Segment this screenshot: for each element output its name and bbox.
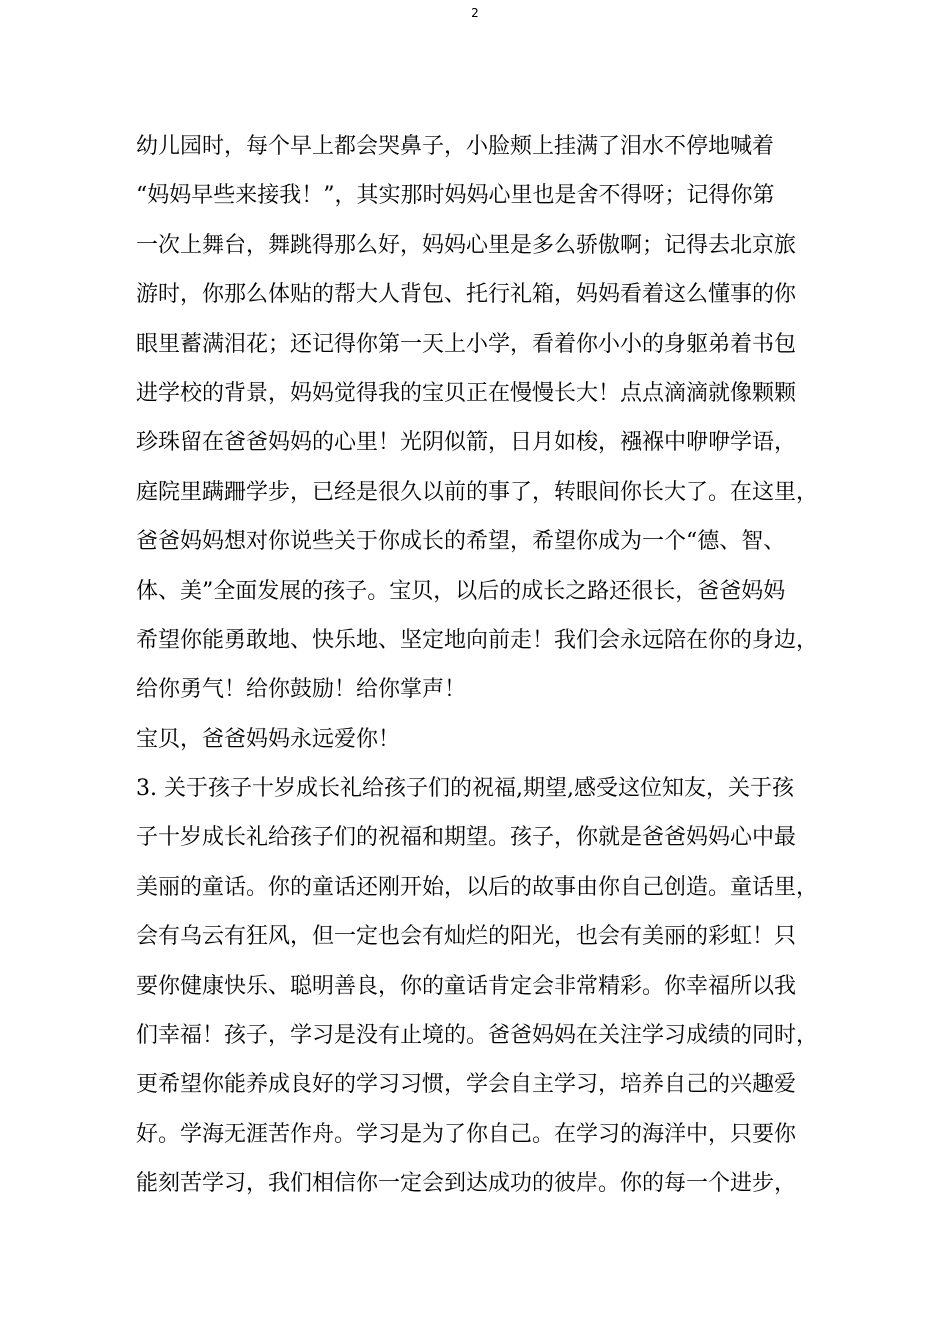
body-text [136,122,836,1209]
text-line: 体、美”全面发展的孩子。宝贝，以后的成长之路还很长，爸爸妈妈 [136,578,786,604]
text-line: 美丽的童话。你的童话还刚开始，以后的故事由你自己创造。童话里， [136,874,819,900]
page-number: 2 [471,6,479,20]
text-line: 爸爸妈妈想对你说些关于你成长的希望，希望你成为一个“德、智、 [136,529,786,555]
text-line: 庭院里蹒跚学步，已经是很久以前的事了，转眼间你长大了。在这里， [136,479,819,505]
text-line: 宝贝，爸爸妈妈永远爱你！ [136,726,401,752]
text-line: 给你勇气！给你鼓励！给你掌声！ [136,677,467,703]
text-line: 进学校的背景，妈妈觉得我的宝贝正在慢慢长大！点点滴滴就像颗颗 [136,380,797,406]
text-line: 会有乌云有狂风，但一定也会有灿烂的阳光，也会有美丽的彩虹！只 [136,924,797,950]
text-line: 希望你能勇敢地、快乐地、坚定地向前走！我们会永远陪在你的身边， [136,627,819,653]
text-line: 们幸福！孩子，学习是没有止境的。爸爸妈妈在关注学习成绩的同时， [136,1023,819,1049]
text-line: 3. 关于孩子十岁成长礼给孩子们的祝福,期望,感受这位知友，关于孩 [136,776,794,802]
text-line: 珍珠留在爸爸妈妈的心里！光阴似箭，日月如梭，襁褓中咿咿学语， [136,430,797,456]
text-line: “妈妈早些来接我！”，其实那时妈妈心里也是舍不得呀；记得你第 [136,183,775,209]
text-line: 幼儿园时，每个早上都会哭鼻子，小脸颊上挂满了泪水不停地喊着 [136,134,775,159]
text-line: 子十岁成长礼给孩子们的祝福和期望。孩子，你就是爸爸妈妈心中最 [136,825,797,851]
text-line: 游时，你那么体贴的帮大人背包、托行礼箱，妈妈看着这么懂事的你 [136,282,797,308]
text-line: 更希望你能养成良好的学习习惯，学会自主学习，培养自己的兴趣爱 [136,1072,797,1098]
text-line: 一次上舞台，舞跳得那么好，妈妈心里是多么骄傲啊；记得去北京旅 [136,232,797,258]
text-line: 能刻苦学习，我们相信你一定会到达成功的彼岸。你的每一个进步， [136,1171,797,1197]
text-line: 要你健康快乐、聪明善良，你的童话肯定会非常精彩。你幸福所以我 [136,973,797,999]
text-line: 好。学海无涯苦作舟。学习是为了你自己。在学习的海洋中，只要你 [136,1121,797,1147]
text-line: 眼里蓄满泪花；还记得你第一天上小学，看着你小小的身躯弟着书包 [136,331,797,357]
